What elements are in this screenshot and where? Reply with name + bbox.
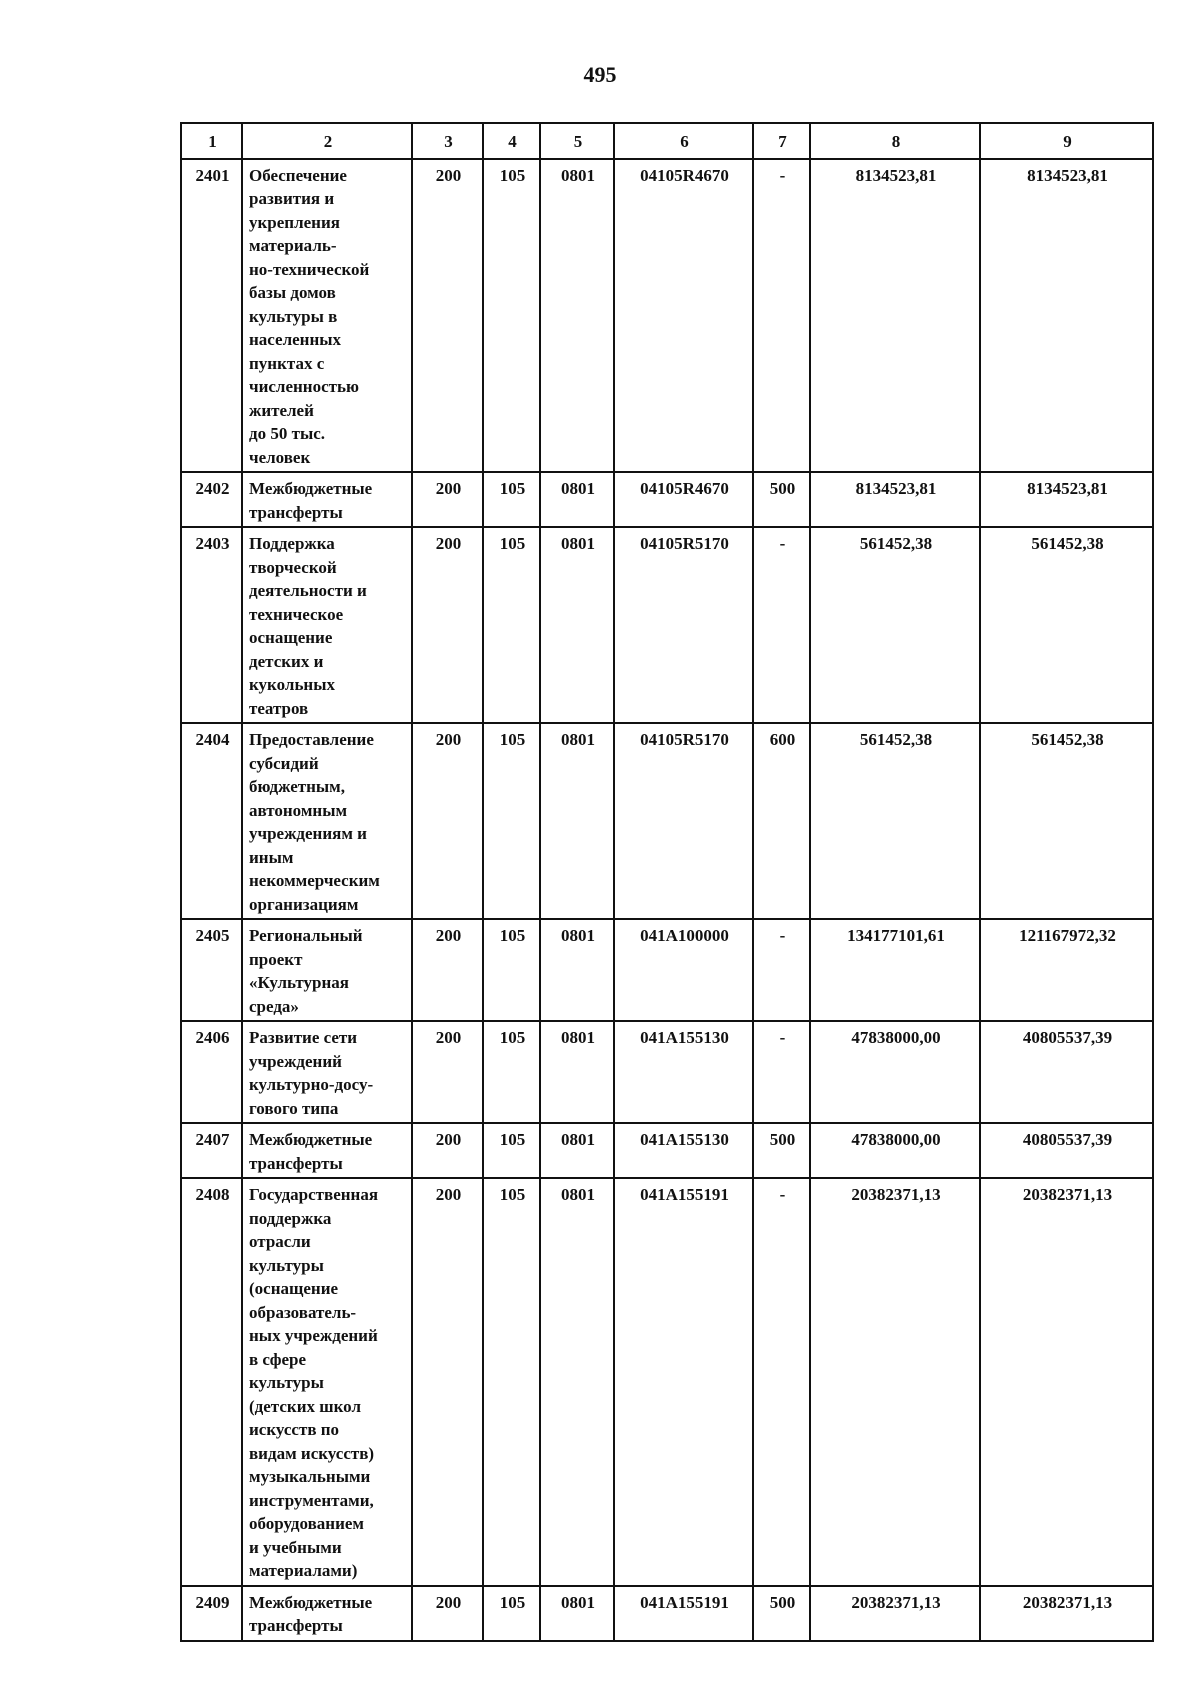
row-code-7: -: [753, 1021, 810, 1123]
row-code-7: 600: [753, 723, 810, 919]
row-code-6: 041A100000: [614, 919, 753, 1021]
table-row: [181, 159, 1153, 473]
row-number: 2402: [181, 472, 242, 527]
row-number: 2401: [181, 159, 242, 473]
row-code-3: 200: [412, 472, 483, 527]
row-code-3: 200: [412, 723, 483, 919]
row-code-7: 500: [753, 1586, 810, 1641]
row-code-4: 105: [483, 1178, 540, 1586]
row-name: Государственная поддержка отрасли культуры (оснащение образователь- ных учреждений в сфере культуры (детских школ искусств по видам искусств) музыкальными инструментами, оборудованием и учебными материалами): [242, 1178, 412, 1586]
row-code-6: 04105R5170: [614, 723, 753, 919]
table-row: [181, 527, 1153, 723]
row-number: 2408: [181, 1178, 242, 1586]
table-row: [181, 919, 1153, 1021]
row-code-4: 105: [483, 472, 540, 527]
row-amount-8: 20382371,13: [810, 1178, 980, 1586]
row-code-4: 105: [483, 919, 540, 1021]
row-amount-8: 47838000,00: [810, 1123, 980, 1178]
header-row: [181, 123, 1153, 159]
row-code-5: 0801: [540, 1586, 614, 1641]
row-amount-8: 20382371,13: [810, 1586, 980, 1641]
table-row: [181, 723, 1153, 919]
row-code-6: 041A155130: [614, 1123, 753, 1178]
row-amount-8: 8134523,81: [810, 159, 980, 473]
row-amount-9: 561452,38: [980, 527, 1153, 723]
row-amount-8: 561452,38: [810, 527, 980, 723]
row-code-3: 200: [412, 1123, 483, 1178]
row-code-3: 200: [412, 1021, 483, 1123]
table-row: [181, 1123, 1153, 1178]
row-amount-8: 8134523,81: [810, 472, 980, 527]
row-amount-9: 40805537,39: [980, 1123, 1153, 1178]
header-col-7: 7: [753, 123, 810, 159]
row-number: 2409: [181, 1586, 242, 1641]
row-code-4: 105: [483, 1123, 540, 1178]
row-amount-9: 561452,38: [980, 723, 1153, 919]
row-code-3: 200: [412, 527, 483, 723]
page-number: 495: [583, 62, 617, 87]
table-body: [181, 159, 1153, 1641]
row-number: 2403: [181, 527, 242, 723]
header-col-9: 9: [980, 123, 1153, 159]
header-col-1: 1: [181, 123, 242, 159]
row-code-7: -: [753, 919, 810, 1021]
row-code-6: 041A155191: [614, 1586, 753, 1641]
header-col-6: 6: [614, 123, 753, 159]
row-amount-8: 47838000,00: [810, 1021, 980, 1123]
row-amount-8: 134177101,61: [810, 919, 980, 1021]
row-code-5: 0801: [540, 1178, 614, 1586]
row-code-5: 0801: [540, 159, 614, 473]
row-amount-8: 561452,38: [810, 723, 980, 919]
row-amount-9: 8134523,81: [980, 472, 1153, 527]
row-code-4: 105: [483, 1021, 540, 1123]
row-name: Региональный проект «Культурная среда»: [242, 919, 412, 1021]
row-name: Межбюджетные трансферты: [242, 1123, 412, 1178]
row-code-3: 200: [412, 159, 483, 473]
row-code-4: 105: [483, 1586, 540, 1641]
row-code-6: 041A155191: [614, 1178, 753, 1586]
row-code-5: 0801: [540, 527, 614, 723]
row-name: Поддержка творческой деятельности и техническое оснащение детских и кукольных театров: [242, 527, 412, 723]
row-amount-9: 20382371,13: [980, 1178, 1153, 1586]
row-code-6: 04105R4670: [614, 159, 753, 473]
row-amount-9: 20382371,13: [980, 1586, 1153, 1641]
row-number: 2405: [181, 919, 242, 1021]
header-col-5: 5: [540, 123, 614, 159]
table-row: [181, 472, 1153, 527]
row-code-6: 04105R5170: [614, 527, 753, 723]
row-number: 2404: [181, 723, 242, 919]
row-name: Развитие сети учреждений культурно-досу- гового типа: [242, 1021, 412, 1123]
row-amount-9: 40805537,39: [980, 1021, 1153, 1123]
row-code-7: -: [753, 159, 810, 473]
row-code-4: 105: [483, 527, 540, 723]
header-col-2: 2: [242, 123, 412, 159]
row-code-5: 0801: [540, 1021, 614, 1123]
header-col-3: 3: [412, 123, 483, 159]
row-code-3: 200: [412, 1586, 483, 1641]
row-number: 2406: [181, 1021, 242, 1123]
row-code-5: 0801: [540, 472, 614, 527]
row-code-5: 0801: [540, 723, 614, 919]
header-col-4: 4: [483, 123, 540, 159]
table-row: [181, 1586, 1153, 1641]
row-amount-9: 8134523,81: [980, 159, 1153, 473]
row-code-4: 105: [483, 159, 540, 473]
row-code-3: 200: [412, 919, 483, 1021]
row-code-3: 200: [412, 1178, 483, 1586]
header-col-8: 8: [810, 123, 980, 159]
table-row: [181, 1021, 1153, 1123]
row-code-7: -: [753, 527, 810, 723]
row-code-6: 041A155130: [614, 1021, 753, 1123]
table-header: [181, 123, 1153, 159]
row-number: 2407: [181, 1123, 242, 1178]
row-code-7: -: [753, 1178, 810, 1586]
row-code-6: 04105R4670: [614, 472, 753, 527]
row-amount-9: 121167972,32: [980, 919, 1153, 1021]
row-code-5: 0801: [540, 919, 614, 1021]
row-name: Межбюджетные трансферты: [242, 472, 412, 527]
table-row: [181, 1178, 1153, 1586]
row-name: Предоставление субсидий бюджетным, автономным учреждениям и иным некоммерческим организациям: [242, 723, 412, 919]
row-name: Межбюджетные трансферты: [242, 1586, 412, 1641]
budget-table: [180, 122, 1154, 1642]
row-code-4: 105: [483, 723, 540, 919]
row-name: Обеспечение развития и укрепления материаль- но-технической базы домов культуры в населенных пунктах с численностью жителей до 50 тыс. человек: [242, 159, 412, 473]
row-code-5: 0801: [540, 1123, 614, 1178]
row-code-7: 500: [753, 472, 810, 527]
row-code-7: 500: [753, 1123, 810, 1178]
